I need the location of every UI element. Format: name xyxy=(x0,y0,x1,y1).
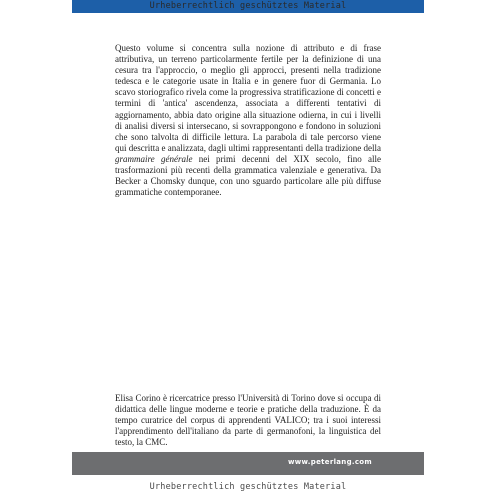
publisher-url[interactable]: www.peterlang.com xyxy=(287,458,372,466)
footer-band xyxy=(72,452,424,475)
description-text-part2: nei primi decenni del XIX secolo, fino alle trasformazioni più recenti della grammatica valenziale e generativa. Da Becker a Chomsky dunque, con uno sguardo particolare alle più diffuse grammatiche contemporanee. xyxy=(115,153,381,198)
description-text-part1: Questo volume si concentra sulla nozione di attributo e di frase attributiva, un terreno particolarmente fertile per la definizione di una cesura tra l'approccio, o meglio gli approcci, presenti nella tradizione tedesca e le categorie usate in Italia e in genere fuor di Germania. Lo scavo storiografico rivela come la progressiva stratificazione di concetti e termini di 'antica' ascendenza, associata a differenti tentativi di aggiornamento, abbia dato origine alla situazione odierna, in cui i livelli di analisi diversi si intersecano, si sovrappongono e fondono in soluzioni che sono talvolta di difficile lettura. La parabola di tale percorso viene qui descritta e analizzata, dagli ultimi rappresentanti della tradizione della xyxy=(115,43,381,153)
description-italic-term: grammaire générale xyxy=(115,153,193,164)
book-description xyxy=(115,43,381,198)
author-bio: Elisa Corino è ricercatrice presso l'Università di Torino dove si occupa di didattica delle lingue moderne e teorie e pratiche della traduzione. È da tempo curatrice del corpus di apprendenti VALICO; tra i suoi interessi l'apprendimento dell'italiano da parte di germanofoni, la linguistica del testo, la CMC. xyxy=(115,393,381,448)
watermark-bottom: Urheberrechtlich geschütztes Material xyxy=(149,482,347,492)
watermark-top: Urheberrechtlich geschütztes Material xyxy=(149,1,347,11)
